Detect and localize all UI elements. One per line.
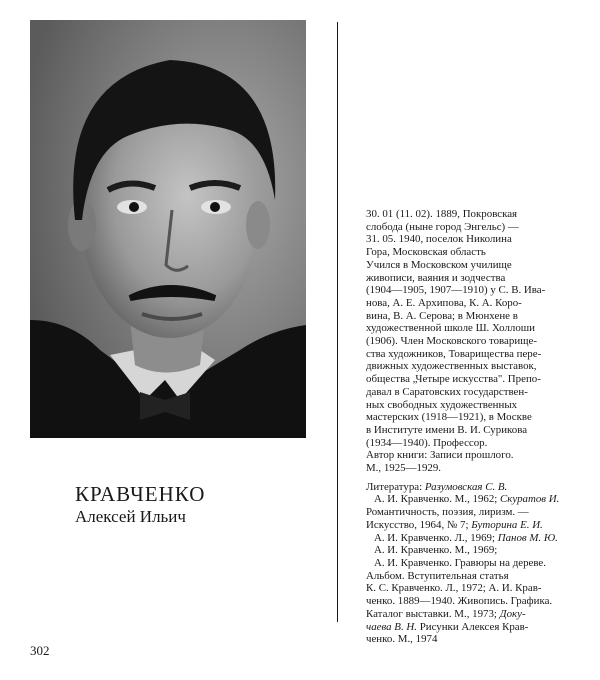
bio-line: вина, В. А. Серова; в Мюнхене в [366,309,518,322]
bio-line: живописи, ваяния и зодчества [366,271,506,284]
bio-line: Автор книги: Записи прошлого. [366,449,514,462]
bio-line: (1906). Член Московского товарище- [366,335,537,348]
literature-line [366,608,588,621]
literature-line [366,633,588,646]
literature-section [366,481,588,646]
bio-line: ства художников, Товарищества пере- [366,347,542,360]
literature-author: Разумовская С. В. [424,480,508,493]
literature-line [366,544,588,557]
literature-text: Альбом. Вступительная статья [366,569,509,582]
bio-line: (1934—1940). Профессор. [366,436,488,449]
bio-line: 31. 05. 1940, поселок Николина [366,233,512,246]
literature-author: чаева В. Н. [366,620,417,633]
literature-author: Панов М. Ю. [497,531,558,544]
biography-text [366,208,588,646]
literature-text: К. С. Кравченко. Л., 1972; А. И. Крав- [366,582,542,595]
literature-text: А. И. Кравченко. Гравюры на дереве. [374,556,546,569]
bio-line: (1904—1905, 1907—1910) у С. В. Ива- [366,284,546,297]
bio-line: нова, А. Е. Архипова, К. А. Коро- [366,296,522,309]
literature-line [366,519,588,532]
bio-line: в Институте имени В. И. Сурикова [366,423,528,436]
literature-line [366,532,588,545]
literature-text: Рисунки Алексея Крав- [416,620,529,633]
bio-line: Учился в Московском училище [366,258,512,271]
literature-text: ченко. М., 1974 [366,633,438,646]
bio-line: движных художественных выставок, [366,360,537,373]
literature-line [366,621,588,634]
literature-line [366,506,588,519]
page-number: 302 [30,643,50,658]
literature-line [366,595,588,608]
portrait-photo-icon [30,20,306,438]
portrait-photo [30,20,306,438]
literature-text: А. И. Кравченко. М., 1962; [374,493,501,506]
bio-line: мастерских (1918—1921), в Москве [366,411,532,424]
literature-text: Каталог выставки. М., 1973; [366,607,500,620]
column-divider [337,22,338,622]
literature-text: Романтичность, поэзия, лиризм. — [366,506,529,519]
literature-text: А. И. Кравченко. М., 1969; [374,544,498,557]
bio-line: Гора, Московская область [366,246,486,259]
bio-line: 30. 01 (11. 02). 1889, Покровская [366,208,518,220]
literature-author: Скуратов И. [500,493,560,506]
literature-line [366,570,588,583]
literature-line [366,582,588,595]
literature-line [366,493,588,506]
literature-text: А. И. Кравченко. Л., 1969; [374,531,498,544]
artist-name-block [75,482,205,528]
artist-given-name: Алексей Ильич [75,507,186,526]
literature-author: Доку- [499,607,526,620]
bio-line: М., 1925—1929. [366,462,442,475]
literature-label: Литература: [366,480,425,493]
literature-text: ченко. 1889—1940. Живопись. Графика. [366,595,553,608]
bio-line: общества „Четыре искусства". Препо- [366,373,541,386]
literature-author: Буторина Е. И. [471,518,543,531]
bio-line: слобода (ныне город Энгельс) — [366,220,519,233]
bio-line: ных свободных художественных [366,398,518,411]
bio-line: художественной школе Ш. Холлоши [366,322,536,335]
bio-line: давал в Саратовских государствен- [366,385,528,398]
artist-surname: КРАВЧЕНКО [75,482,206,506]
literature-line [366,557,588,570]
literature-line [366,481,588,494]
literature-text: Искусство, 1964, № 7; [366,518,472,531]
